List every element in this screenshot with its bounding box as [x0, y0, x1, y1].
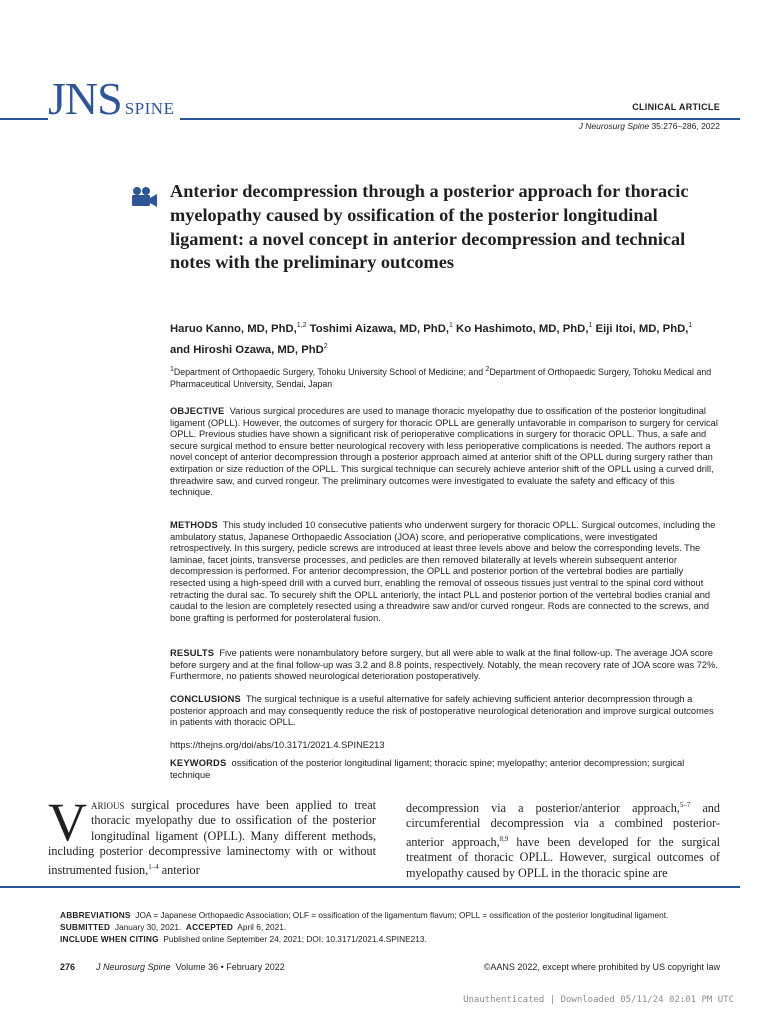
author-list: [170, 317, 730, 359]
doi-link[interactable]: https://thejns.org/doi/abs/10.3171/2021.4.SPINE213: [170, 740, 385, 750]
citation-sup[interactable]: 1–4: [148, 862, 159, 871]
logo-sub-text: SPINE: [124, 99, 175, 118]
keywords-text: ossification of the posterior longitudinal ligament; thoracic spine; myelopathy; anterior decompression; surgical technique: [170, 758, 685, 780]
abstract-results-label: RESULTS: [170, 648, 215, 658]
affil-text: Department of Orthopaedic Surgery, Tohoku Medical and Pharmaceutical University, Sendai, Japan: [170, 366, 712, 389]
include-when-citing: [60, 934, 427, 946]
author-affil-sup: 1: [588, 322, 593, 329]
abstract-objective-text: Various surgical procedures are used to manage thoracic myelopathy due to ossification of the posterior longitudinal ligament (OPLL). However, the outcomes of surgery for thoracic OPLL are generally unfavorable in comparison to surgery for cervical OPLL. Previous studies have shown a significant risk of perioperative complications in surgery for thoracic OPLL. Thus, a safe and secure surgical method to ensure better neurological recovery with less perioperative complications is needed. The authors report a novel concept of anterior decompression through a posterior approach aimed at anterior shift of the OPLL during surgery rather than extirpation or size reduction of the OPLL. This surgical technique can securely achieve anterior shift of the OPLL using a curved drill, threadwire saw, and curved rongeur. The preliminary outcomes were investigated to evaluate the safety and efficacy of this technique.: [170, 406, 718, 498]
abstract-conclusions-label: CONCLUSIONS: [170, 694, 241, 704]
abbreviations-label: ABBREVIATIONS: [60, 910, 131, 920]
submission-dates: [60, 922, 286, 934]
logo-main-text: JNS: [48, 73, 122, 124]
accepted-label: ACCEPTED: [185, 922, 234, 932]
keywords-label: KEYWORDS: [170, 758, 227, 768]
journal-citation: [579, 121, 720, 131]
journal-logo: [48, 74, 180, 124]
affil-sup: 1: [170, 366, 174, 373]
abstract-objective-label: OBJECTIVE: [170, 406, 225, 416]
abstract-keywords: [170, 758, 720, 781]
author-affil-sup: 2: [323, 342, 328, 350]
download-watermark: Unauthenticated | Downloaded 05/11/24 02:01 PM UTC: [463, 995, 734, 1005]
body-column-right: [406, 798, 720, 881]
abstract-methods-label: METHODS: [170, 520, 218, 530]
affiliations: [170, 364, 720, 390]
body-text: and circumferential decompression via a combined posterior-anterior approach,: [406, 801, 720, 849]
journal-name: J Neurosurg Spine: [578, 121, 650, 131]
include-text: Published online September 24, 2021; DOI: 10.3171/2021.4.SPINE213.: [163, 934, 427, 944]
copyright-notice: ©AANS 2022, except where prohibited by US copyright law: [483, 962, 720, 972]
abstract-results: [170, 648, 720, 683]
first-word-rest: arious: [91, 798, 125, 812]
body-column-left: [48, 792, 376, 878]
abbreviations-text: JOA = Japanese Orthopaedic Association; OLF = ossification of the ligamentum flavum; OPLL = ossification of the posterior longitudinal ligament.: [135, 910, 669, 920]
footer-journal-name: J Neurosurg Spine: [96, 962, 171, 972]
footer-journal: [96, 962, 285, 972]
author-affil-sup: 1: [449, 322, 453, 329]
author-name[interactable]: Toshimi Aizawa, MD, PhD,: [309, 322, 449, 335]
author-affil-sup: 1,2: [296, 322, 307, 329]
author-conjunction: and: [170, 343, 191, 356]
affil-text: Department of Orthopaedic Surgery, Tohoku University School of Medicine; and: [173, 366, 486, 377]
video-camera-icon[interactable]: [130, 186, 158, 208]
body-text: anterior: [158, 862, 200, 877]
abstract-methods: [170, 520, 720, 624]
author-name[interactable]: Haruo Kanno, MD, PhD,: [170, 322, 297, 335]
body-text: decompression via a posterior/anterior approach,: [406, 801, 680, 816]
footer-rule: [0, 886, 740, 888]
abstract-methods-text: This study included 10 consecutive patients who underwent surgery for thoracic OPLL. Surgical outcomes, including the ambulatory status, Japanese Orthopaedic Association (JOA) score, and perioperative complications, were investigated retrospectively. In this surgery, pedicle screws are introduced at least three levels above and below the corresponding levels. The laminae, facet joints, transverse processes, and pedicles are then removed bilaterally at levels wherein subsequent anterior decompression is performed. For anterior decompression, the OPLL and posterior portion of the vertebral bodies are partially resected using a high-speed drill with a curved burr, enabling the removal of osseous tissues just ventral to the spinal cord without retracting the dural sac. To securely shift the OPLL anteriorly, the intact PLL and posterior portion of the vertebral bodies cranial and caudal to the lesion are completely resected using a threadwire saw and/or curved rongeur. Rods are connected to the screws, and bone grafting is performed for posterolateral fusion.: [170, 520, 716, 623]
abstract-results-text: Five patients were nonambulatory before surgery, but all were able to walk at the final follow-up. The average JOA score before surgery and at the final follow-up was 3.2 and 8.8 points, respectively. Notably, the mean recovery rate of JOA score was 72%. Furthermore, no patients showed neurological deterioration postoperatively.: [170, 648, 718, 682]
author-name[interactable]: Eiji Itoi, MD, PhD,: [595, 322, 689, 335]
include-label: INCLUDE WHEN CITING: [60, 934, 159, 944]
citation-sup[interactable]: 5–7: [679, 801, 691, 809]
article-type-label: CLINICAL ARTICLE: [632, 102, 720, 112]
author-affil-sup: 1: [688, 322, 693, 329]
article-title: Anterior decompression through a posterior approach for thoracic myelopathy caused by ossification of the posterior longitudinal ligament: a novel concept in anterior decompression and technical notes with the preliminary outcomes: [170, 181, 689, 273]
journal-volume: 35:276–286, 2022: [651, 121, 720, 131]
abstract-conclusions-text: The surgical technique is a useful alternative for safely achieving sufficient anterior decompression through a posterior approach and may consequently reduce the risk of postoperative neurological deterioration and improve surgical outcomes in patients with thoracic OPLL.: [170, 694, 714, 728]
affil-sup: 2: [485, 366, 490, 373]
footer-journal-issue: Volume 36 • February 2022: [175, 962, 285, 972]
author-name[interactable]: Hiroshi Ozawa, MD, PhD: [193, 343, 324, 356]
drop-cap: V: [48, 792, 87, 852]
author-name[interactable]: Ko Hashimoto, MD, PhD,: [456, 322, 589, 335]
submitted-label: SUBMITTED: [60, 922, 111, 932]
body-text: have been developed for the surgical treatment of thoracic OPLL. However, surgical outcomes of myelopathy caused by OPLL in the thoracic spine are: [406, 834, 720, 880]
submitted-date: January 30, 2021.: [114, 922, 182, 932]
body-text: surgical procedures have been applied to treat thoracic myelopathy due to ossification of the posterior longitudinal ligament (OPLL). Many different methods, including posterior decompressive laminectomy with or without instrumented fusion,: [48, 798, 376, 877]
abstract-objective: [170, 406, 720, 499]
abbreviations: [60, 910, 668, 922]
citation-sup[interactable]: 8,9: [499, 834, 509, 843]
page-number: 276: [60, 962, 76, 972]
abstract-conclusions: [170, 694, 720, 729]
accepted-date: April 6, 2021.: [237, 922, 287, 932]
